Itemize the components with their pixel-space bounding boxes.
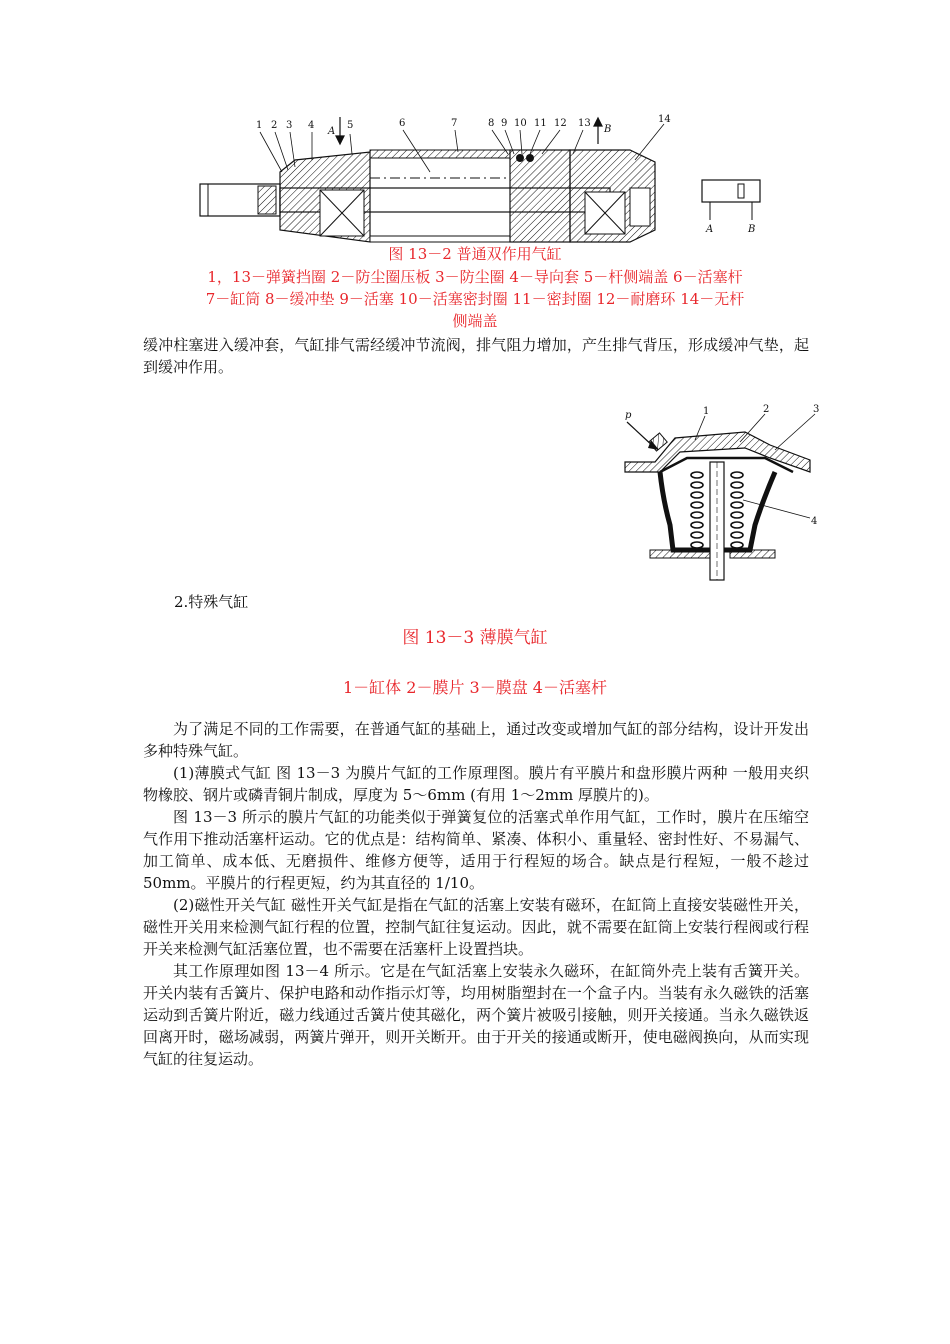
callout: 9 xyxy=(501,118,508,129)
callout: 2 xyxy=(271,120,278,131)
double-acting-cylinder-diagram xyxy=(190,112,780,252)
figure-13-3-legend: 1－缸体 2－膜片 3－膜盘 4－活塞杆 xyxy=(343,678,607,697)
body-paragraph: 为了满足不同的工作需要，在普通气缸的基础上，通过改变或增加气缸的部分结构，设计开发出多种特殊气缸。 xyxy=(143,720,809,760)
callout: 5 xyxy=(347,120,354,131)
diaphragm-cylinder-diagram xyxy=(615,400,825,590)
callout: 4 xyxy=(811,516,818,527)
callout: p xyxy=(625,410,632,421)
figure-13-2-title: 图 13－2 普通双作用气缸 xyxy=(388,245,562,263)
callout: 6 xyxy=(399,118,406,129)
figure-13-3-title: 图 13－3 薄膜气缸 xyxy=(402,628,548,648)
callout: 10 xyxy=(514,118,527,129)
callout: 3 xyxy=(286,120,293,131)
callout: 1 xyxy=(256,120,263,131)
callout: 4 xyxy=(308,120,315,131)
body-paragraph: 图 13－3 所示的膜片气缸的功能类似于弹簧复位的活塞式单作用气缸，工作时，膜片在压缩空气作用下推动活塞杆运动。它的优点是：结构简单、紧凑、体积小、重量轻、密封性好、不易漏气、加工简单、成本低、无磨损件、维修方便等，适用于行程短的场合。缺点是行程短，一般不趁过 50mm。平膜片的行程更短，约为其直径的 1/10。 xyxy=(143,808,809,892)
section-heading: 2.特殊气缸 xyxy=(174,593,249,611)
body-paragraph: (2)磁性开关气缸 磁性开关气缸是指在气缸的活塞上安装有磁环，在缸筒上直接安装磁性开关，磁性开关用来检测气缸行程的位置，控制气缸往复运动。因此，就不需要在缸筒上安装行程阀或行程开关来检测气缸活塞位置，也不需要在活塞杆上设置挡块。 xyxy=(143,896,809,958)
symbol-label: B xyxy=(748,224,756,235)
callout: B xyxy=(604,124,612,135)
callout: 2 xyxy=(763,404,770,415)
body-paragraph: (1)薄膜式气缸 图 13－3 为膜片气缸的工作原理图。膜片有平膜片和盘形膜片两种 一般用夹织物橡胶、钢片或磷青铜片制成，厚度为 5～6mm (有用 1～2mm 厚膜片的)。 xyxy=(143,764,809,804)
figure-13-2-legend-line1: 1，13－弹簧挡圈 2－防尘圈压板 3－防尘圈 4－导向套 5－杆侧端盖 6－活塞杆 xyxy=(207,268,743,286)
figure-13-2-legend-line2: 7－缸筒 8－缓冲垫 9－活塞 10－活塞密封圈 11－密封圈 12－耐磨环 14－无杆 xyxy=(205,290,745,308)
callout: 12 xyxy=(554,118,567,129)
callout: 11 xyxy=(534,118,547,129)
figure-13-2-legend-line3: 侧端盖 xyxy=(452,312,498,330)
callout: 3 xyxy=(813,404,820,415)
body-paragraph: 其工作原理如图 13－4 所示。它是在气缸活塞上安装永久磁环，在缸筒外壳上装有舌簧开关。开关内装有舌簧片、保护电路和动作指示灯等，均用树脂塑封在一个盒子内。当装有永久磁铁的活塞运动到舌簧片附近，磁力线通过舌簧片使其磁化，两个簧片被吸引接触，则开关接通。当永久磁铁返回离开时，磁场减弱，两簧片弹开，则开关断开。由于开关的接通或断开，使电磁阀换向，从而实现气缸的往复运动。 xyxy=(143,962,809,1068)
callout: A xyxy=(328,126,336,137)
callout: 1 xyxy=(703,406,710,417)
callout: 14 xyxy=(658,114,671,125)
symbol-label: A xyxy=(706,224,714,235)
callout: 8 xyxy=(488,118,495,129)
callout: 7 xyxy=(451,118,458,129)
buffer-paragraph: 缓冲柱塞进入缓冲套，气缸排气需经缓冲节流阀，排气阻力增加，产生排气背压，形成缓冲气垫，起到缓冲作用。 xyxy=(143,336,809,376)
callout: 13 xyxy=(578,118,591,129)
